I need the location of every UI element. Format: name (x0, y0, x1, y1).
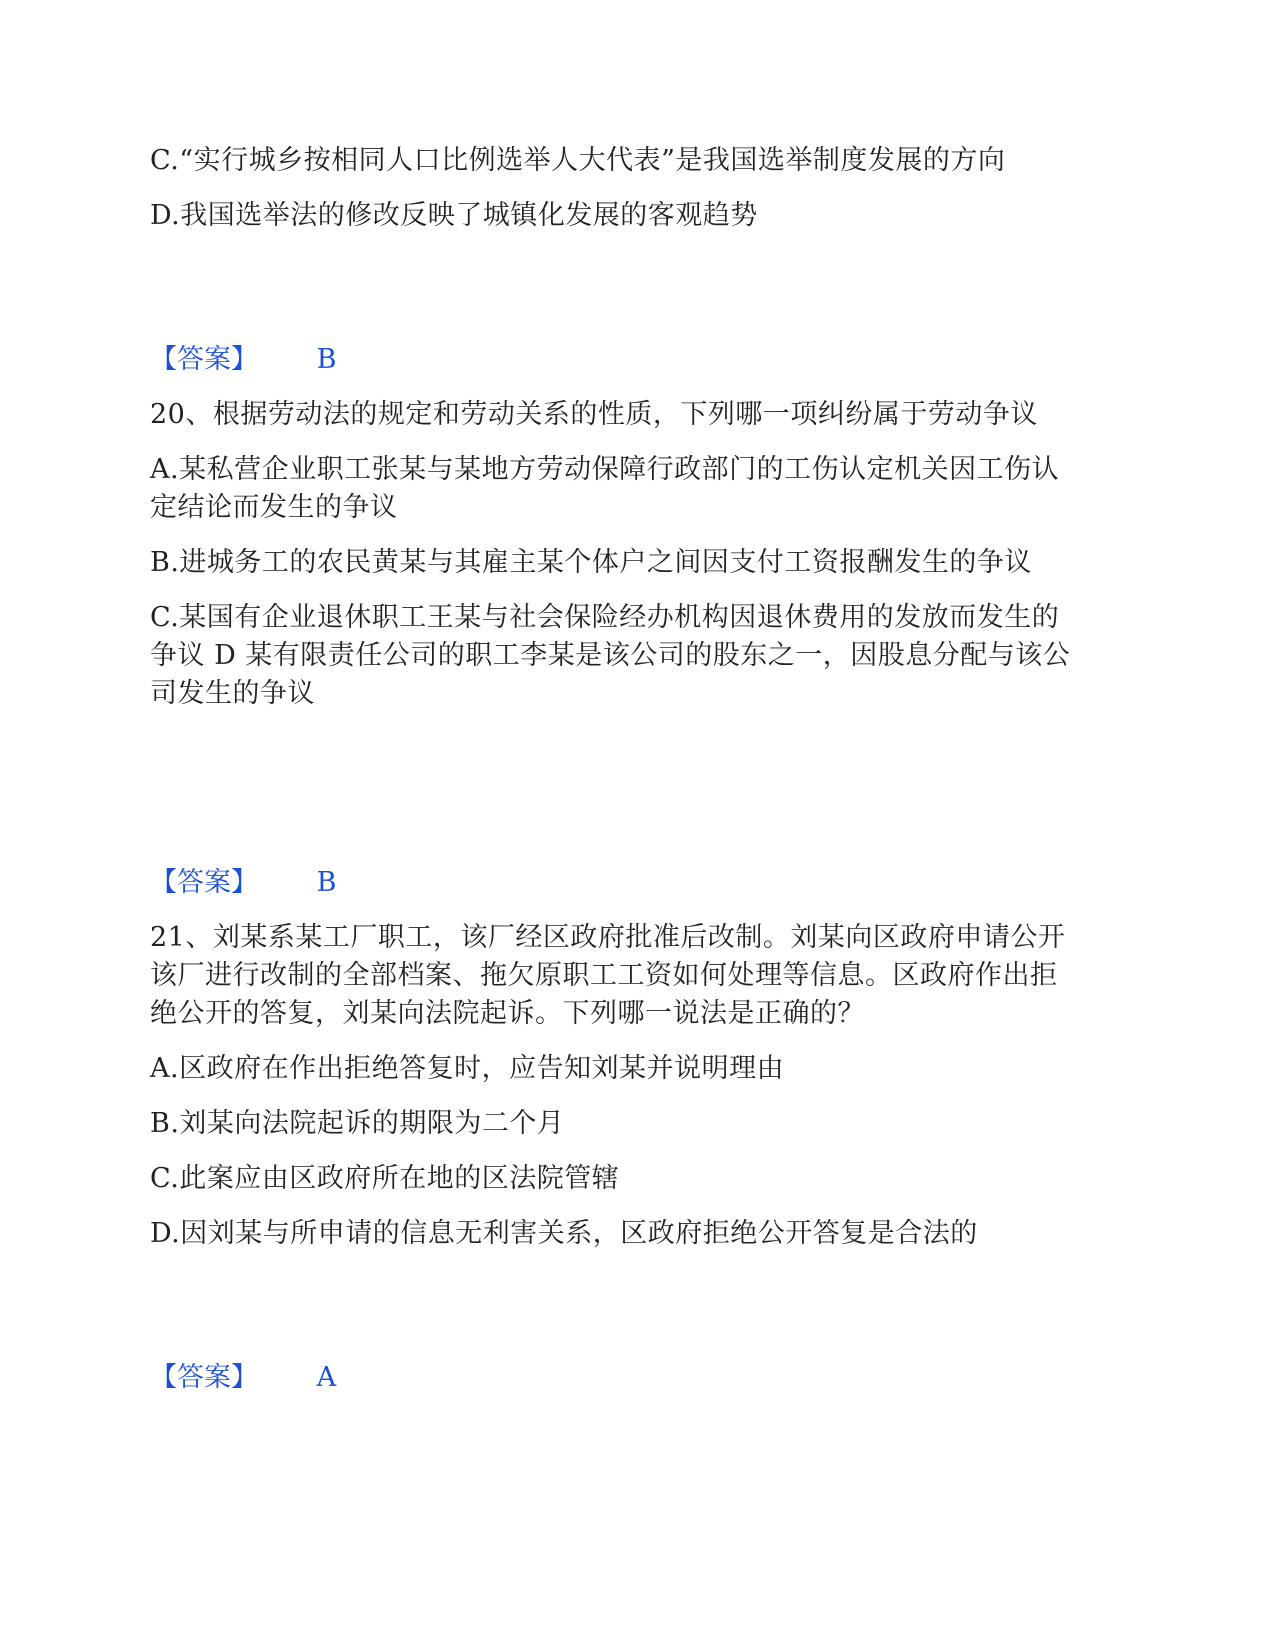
q21-stem-line1: 21、刘某系某工厂职工，该厂经区政府批准后改制。刘某向区政府申请公开 (150, 922, 1066, 953)
q21-option-c: C.此案应由区政府所在地的区法院管辖 (150, 1163, 620, 1194)
q21-option-b: B.刘某向法院起诉的期限为二个月 (150, 1108, 565, 1139)
q19-option-c: C.“实行城乡按相同人口比例选举人大代表”是我国选举制度发展的方向 (150, 145, 1006, 176)
answer-label: 【答案】 (150, 344, 258, 375)
q21-answer (150, 1360, 336, 1396)
q20-option-a-line2: 定结论而发生的争议 (150, 492, 398, 523)
q20-option-c-line1: C.某国有企业退休职工王某与社会保险经办机构因退休费用的发放而发生的 (150, 602, 1060, 633)
q19-option-d: D.我国选举法的修改反映了城镇化发展的客观趋势 (150, 200, 758, 231)
q19-answer (150, 342, 336, 378)
q21-stem-line2: 该厂进行改制的全部档案、拖欠原职工工资如何处理等信息。区政府作出拒 (150, 960, 1058, 991)
q20-option-c-line3: 司发生的争议 (150, 678, 315, 709)
q20-option-b: B.进城务工的农民黄某与其雇主某个体户之间因支付工资报酬发生的争议 (150, 547, 1032, 578)
q20-option-a-line1: A.某私营企业职工张某与某地方劳动保障行政部门的工伤认定机关因工伤认 (150, 454, 1060, 485)
answer-label: 【答案】 (150, 1362, 258, 1393)
answer-label: 【答案】 (150, 867, 258, 898)
answer-value: A (316, 1362, 337, 1393)
q21-stem-line3: 绝公开的答复，刘某向法院起诉。下列哪一说法是正确的？ (150, 998, 865, 1029)
answer-value: B (316, 867, 337, 898)
q21-option-a: A.区政府在作出拒绝答复时，应告知刘某并说明理由 (150, 1053, 785, 1084)
answer-value: B (316, 344, 337, 375)
q20-stem: 20、根据劳动法的规定和劳动关系的性质，下列哪一项纠纷属于劳动争议 (150, 399, 1038, 430)
q20-option-c-line2: 争议 D 某有限责任公司的职工李某是该公司的股东之一，因股息分配与该公 (150, 640, 1071, 671)
q20-answer (150, 865, 336, 901)
q21-option-d: D.因刘某与所申请的信息无利害关系，区政府拒绝公开答复是合法的 (150, 1218, 978, 1249)
